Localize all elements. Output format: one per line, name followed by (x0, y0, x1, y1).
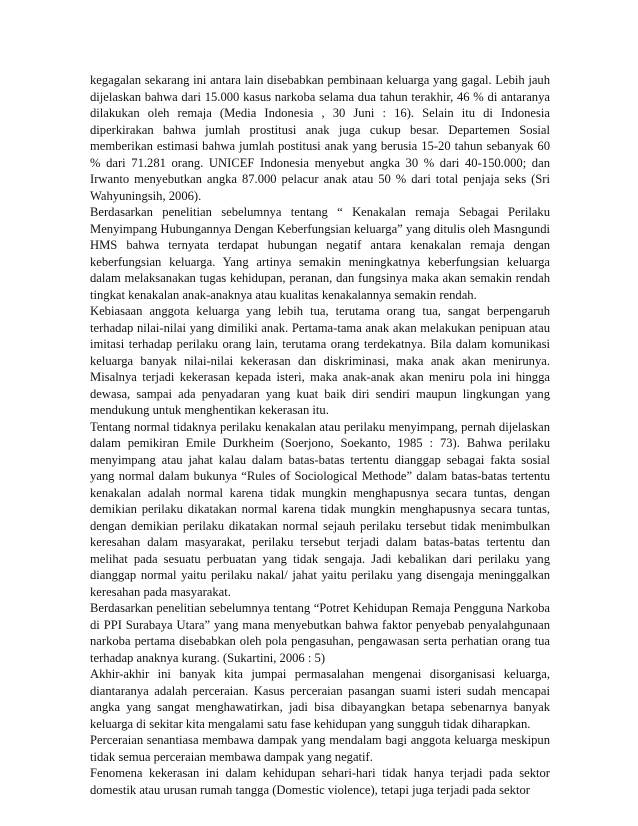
paragraph-7: Perceraian senantiasa membawa dampak yang mendalam bagi anggota keluarga meskipun tidak semua perceraian membawa dampak yang negatif. (90, 733, 550, 764)
paragraph-8: Fenomena kekerasan ini dalam kehidupan sehari-hari tidak hanya terjadi pada sektor domestik atau urusan rumah tangga (Domestic violence), tetapi juga terjadi pada sektor (90, 766, 550, 797)
document-page (90, 72, 550, 798)
paragraph-6: Akhir-akhir ini banyak kita jumpai permasalahan mengenai disorganisasi keluarga, diantaranya adalah perceraian. Kasus perceraian pasangan suami isteri sudah mencapai angka yang sangat menghawatirkan, jadi bisa dibayangkan betapa sebenarnya banyak keluarga di sekitar kita mengalami satu fase kehidupan yang sungguh tidak diharapkan. (90, 667, 550, 731)
paragraph-3: Kebiasaan anggota keluarga yang lebih tua, terutama orang tua, sangat berpengaruh terhadap nilai-nilai yang dimiliki anak. Pertama-tama anak akan melakukan penipuan atau imitasi terhadap perilaku orang lain, terutama orang terdekatnya. Bila dalam komunikasi keluarga banyak nilai-nilai kekerasan dan diskriminasi, maka anak akan menirunya. Misalnya terjadi kekerasan kepada isteri, maka anak-anak akan meniru pola ini hingga dewasa, sampai ada penyadaran yang kuat baik diri sendiri maupun lingkungan yang mendukung untuk menghentikan kekerasan itu. (90, 304, 550, 417)
paragraph-2: Berdasarkan penelitian sebelumnya tentang “ Kenakalan remaja Sebagai Perilaku Menyimpang Hubungannya Dengan Keberfungsian keluarga” yang ditulis oleh Masngundi HMS bahwa ternyata terdapat hubungan negatif antara kenakalan remaja dengan keberfungsian keluarga. Yang artinya semakin meningkatnya keberfungsian keluarga dalam melaksanakan tugas kehidupan, peranan, dan fungsinya maka akan semakin rendah tingkat kenakalan anak-anaknya atau kualitas kenakalannya semakin rendah. (90, 205, 550, 302)
paragraph-5: Berdasarkan penelitian sebelumnya tentang “Potret Kehidupan Remaja Pengguna Narkoba di PPI Surabaya Utara” yang mana menyebutkan bahwa faktor penyebab penyalahgunaan narkoba pertama disebabkan oleh pola pengasuhan, pengawasan serta perhatian orang tua terhadap anaknya kurang. (Sukartini, 2006 : 5) (90, 601, 550, 665)
paragraph-1: kegagalan sekarang ini antara lain disebabkan pembinaan keluarga yang gagal. Lebih jauh dijelaskan bahwa dari 15.000 kasus narkoba selama dua tahun terakhir, 46 % di antaranya dilakukan oleh remaja (Media Indonesia , 30 Juni : 16). Selain itu di Indonesia diperkirakan bahwa jumlah prostitusi anak juga cukup besar. Departemen Sosial memberikan estimasi bahwa jumlah postitusi anak yang berusia 15-20 tahun sebanyak 60 % dari 71.281 orang. UNICEF Indonesia menyebut angka 30 % dari 40-150.000; dan Irwanto menyebutkan angka 87.000 pelacur anak atau 50 % dari total penjaja seks (Sri Wahyuningsih, 2006). (90, 73, 550, 203)
paragraph-4: Tentang normal tidaknya perilaku kenakalan atau perilaku menyimpang, pernah dijelaskan dalam pemikiran Emile Durkheim (Soerjono, Soekanto, 1985 : 73). Bahwa perilaku menyimpang atau jahat kalau dalam batas-batas tertentu dianggap sebagai fakta sosial yang normal dalam bukunya “Rules of Sociological Methode” dalam batas-batas tertentu kenakalan adalah normal karena tidak mungkin menghapusnya secara tuntas, dengan demikian perilaku dikatakan normal karena tidak mungkin menghapusnya secara tuntas, dengan demikian perilaku dikatakan normal sejauh perilaku tersebut tidak menimbulkan keresahan dalam masyarakat, perilaku tersebut terjadi dalam batas-batas tertentu dan melihat pada sesuatu perbuatan yang tidak sengaja. Jadi kebalikan dari perilaku yang dianggap normal yaitu perilaku nakal/ jahat yaitu perilaku yang disengaja meninggalkan keresahan pada masyarakat. (90, 419, 550, 599)
